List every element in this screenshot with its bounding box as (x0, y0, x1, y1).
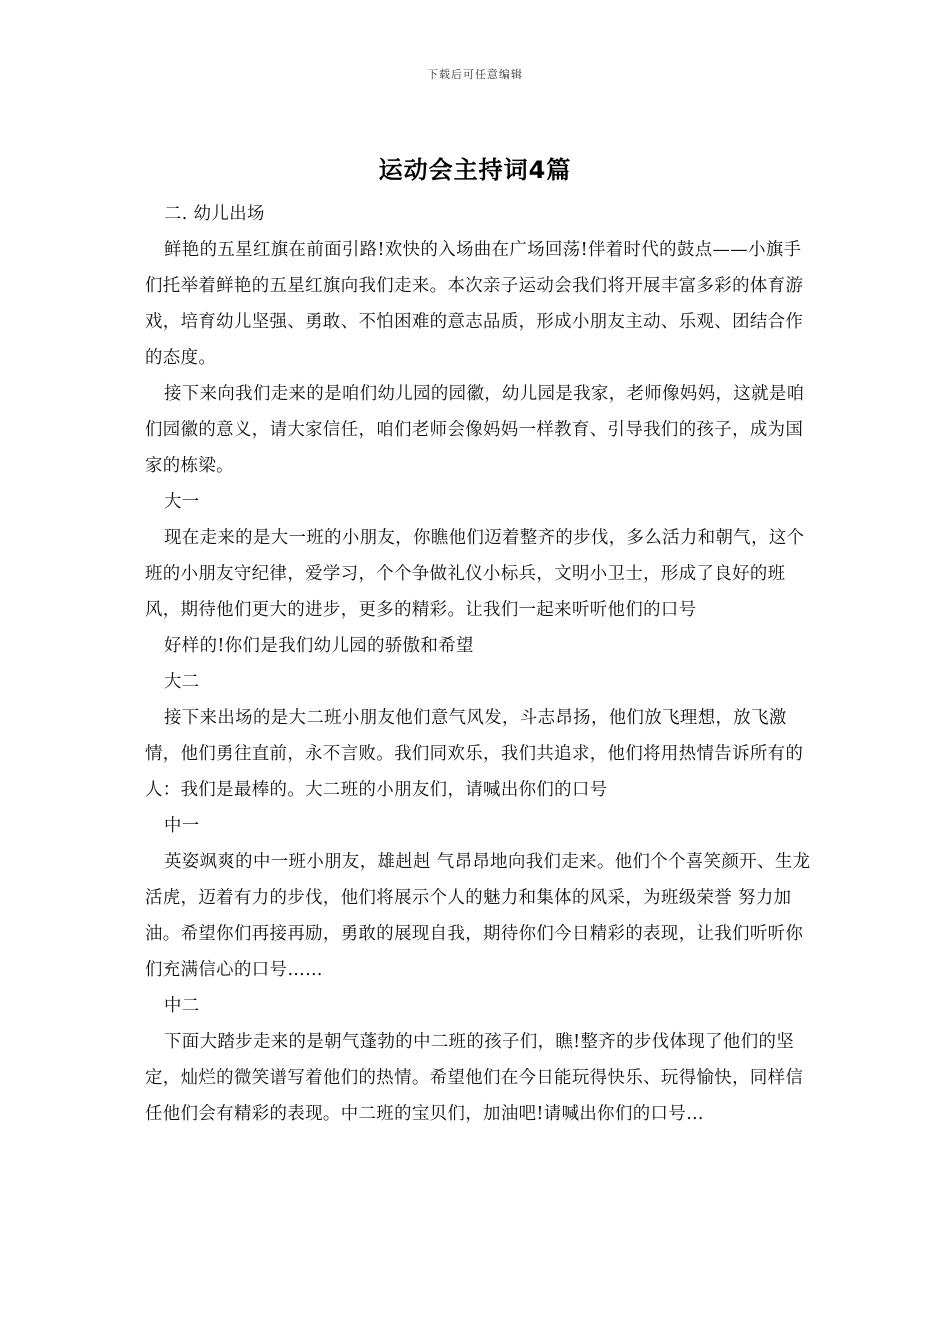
paragraph: 现在走来的是大一班的小朋友，你瞧他们迈着整齐的步伐，多么活力和朝气，这个班的小朋友守纪律，爱学习，个个争做礼仪小标兵，文明小卫士，形成了良好的班风，期待他们更大的进步，更多的精彩。让我们一起来听听他们的口号 (145, 528, 805, 620)
document-title: 运动会主持词4篇 (378, 156, 572, 184)
class-heading: 中一 (164, 816, 200, 836)
document-body (145, 196, 815, 1132)
paragraph: 好样的!你们是我们幼儿园的骄傲和希望 (164, 636, 474, 656)
paragraph: 接下来出场的是大二班小朋友他们意气风发，斗志昂扬，他们放飞理想，放飞激情，他们勇往直前，永不言败。我们同欢乐，我们共追求，他们将用热情告诉所有的人：我们是最棒的。大二班的小朋友们，请喊出你们的口号 (145, 708, 804, 800)
class-heading: 大二 (164, 672, 200, 692)
class-heading: 中二 (164, 996, 200, 1016)
paragraph: 英姿飒爽的中一班小朋友，雄赳赳 气昂昂地向我们走来。他们个个喜笑颜开、生龙活虎，迈着有力的步伐，他们将展示个人的魅力和集体的风采，为班级荣誉 努力加油。希望你们再接再励，勇敢的展现自我，期待你们今日精彩的表现，让我们听听你们充满信心的口号…… (145, 852, 811, 980)
paragraph: 接下来向我们走来的是咱们幼儿园的园徽，幼儿园是我家，老师像妈妈，这就是咱们园徽的意义，请大家信任，咱们老师会像妈妈一样教育、引导我们的孩子，成为国家的栋梁。 (145, 384, 805, 476)
paragraph: 下面大踏步走来的是朝气蓬勃的中二班的孩子们，瞧!整齐的步伐体现了他们的坚定，灿烂的微笑谱写着他们的热情。希望他们在今日能玩得快乐、玩得愉快，同样信任他们会有精彩的表现。中二班的宝贝们，加油吧!请喊出你们的口号… (145, 1032, 804, 1124)
header-note: 下载后可任意编辑 (427, 68, 523, 81)
section-heading: 二. 幼儿出场 (164, 204, 265, 224)
paragraph: 鲜艳的五星红旗在前面引路!欢快的入场曲在广场回荡!伴着时代的鼓点——小旗手们托举着鲜艳的五星红旗向我们走来。本次亲子运动会我们将开展丰富多彩的体育游戏，培育幼儿坚强、勇敢、不怕困难的意志品质，形成小朋友主动、乐观、团结合作的态度。 (145, 240, 804, 368)
class-heading: 大一 (164, 492, 200, 512)
